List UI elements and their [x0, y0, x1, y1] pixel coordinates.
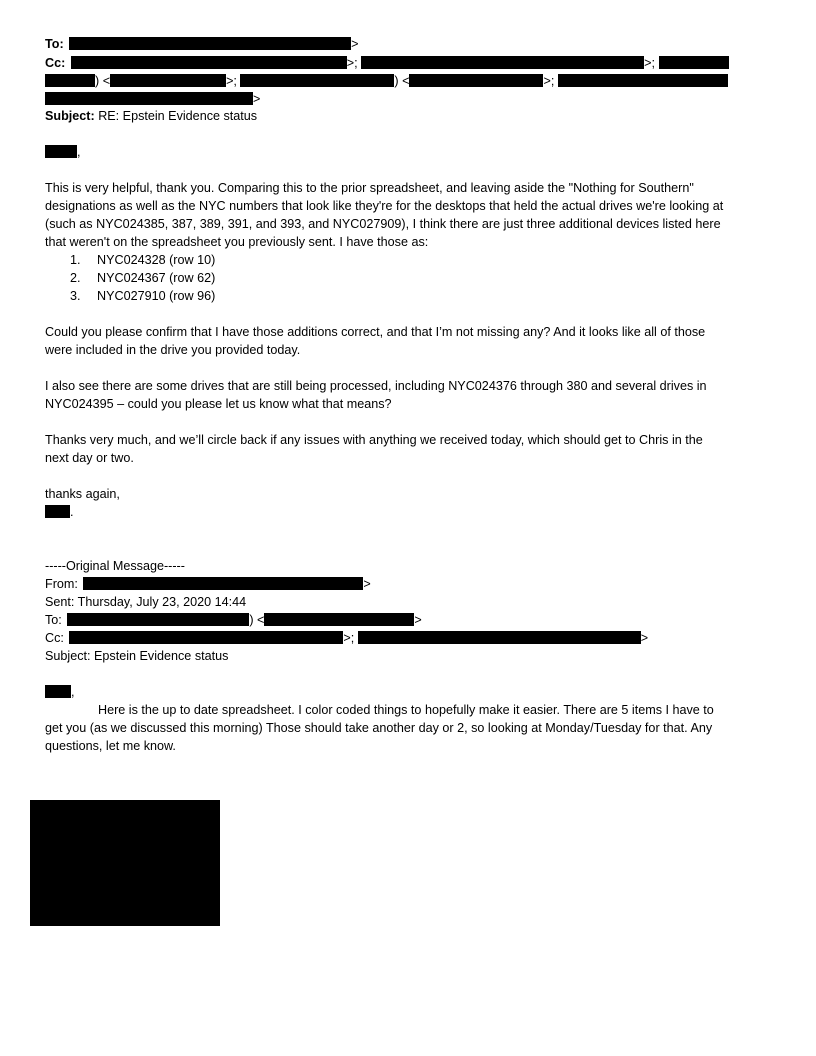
separator: >; [644, 56, 656, 70]
list-number: 2. [70, 271, 81, 285]
paragraph-3-line: NYC024395 – could you please let us know what that means? [45, 397, 392, 411]
greeting [45, 144, 81, 161]
paragraph-1-line: designations as well as the NYC numbers that look like they're for the desktops that held the actual drives we're looking at [45, 199, 724, 213]
angle-close: > [640, 631, 649, 645]
separator: ) < [394, 74, 410, 88]
redaction-block [659, 56, 729, 69]
redaction-block [69, 37, 351, 50]
from-label: From: [45, 577, 78, 591]
redaction-block [361, 56, 644, 69]
redacted-image-block [30, 800, 220, 926]
redaction-block [264, 613, 414, 626]
original-to-line [45, 612, 422, 629]
paragraph-3-line: I also see there are some drives that are still being processed, including NYC024376 through 380 and several drives in [45, 379, 707, 393]
original-sent-line: Sent: Thursday, July 23, 2020 14:44 [45, 595, 247, 609]
redaction-block [110, 74, 226, 87]
original-body-line: questions, let me know. [45, 739, 176, 753]
subject-label: Subject: [45, 109, 95, 123]
angle-close: > [351, 37, 359, 51]
original-cc-line [45, 630, 648, 647]
signoff [45, 504, 74, 521]
redaction-block [409, 74, 543, 87]
subject-line [45, 108, 257, 125]
original-greeting [45, 684, 75, 701]
redaction-block [45, 505, 70, 518]
list-text: NYC024367 (row 62) [97, 271, 216, 285]
angle-close: > [363, 577, 371, 591]
subject-value: RE: Epstein Evidence status [98, 109, 258, 123]
original-subject-line: Subject: Epstein Evidence status [45, 649, 229, 663]
cc-label: Cc: [45, 56, 66, 70]
separator: >; [543, 74, 555, 88]
separator: >; [343, 631, 355, 645]
list-number: 3. [70, 289, 81, 303]
signoff-period: . [70, 505, 74, 519]
separator: ) < [249, 613, 265, 627]
redaction-block [71, 56, 347, 69]
list-item [70, 252, 215, 269]
redaction-block [67, 613, 249, 626]
separator: >; [346, 56, 358, 70]
paragraph-4-line: next day or two. [45, 451, 134, 465]
closing: thanks again, [45, 487, 120, 501]
redaction-block [358, 631, 641, 644]
to-label: To: [45, 37, 64, 51]
to-label: To: [45, 613, 62, 627]
list-number: 1. [70, 253, 81, 267]
redaction-block [45, 145, 77, 158]
greeting-comma: , [71, 685, 75, 699]
paragraph-1-line: This is very helpful, thank you. Comparing this to the prior spreadsheet, and leaving aside the "Nothing for Southern" [45, 181, 694, 195]
separator: ) < [95, 74, 111, 88]
paragraph-1-line: that weren't on the spreadsheet you previously sent. I have those as: [45, 235, 429, 249]
angle-close: > [253, 92, 261, 106]
cc-line-1 [45, 55, 729, 72]
cc-line-3 [45, 91, 260, 108]
list-item [70, 270, 215, 287]
angle-close: > [414, 613, 422, 627]
paragraph-4-line: Thanks very much, and we’ll circle back if any issues with anything we received today, which should get to Chris in the [45, 433, 703, 447]
paragraph-2-line: were included in the drive you provided today. [45, 343, 301, 357]
redaction-block [83, 577, 363, 590]
redaction-block [45, 92, 253, 105]
original-from-line [45, 576, 371, 593]
original-body-line: get you (as we discussed this morning) Those should take another day or 2, so looking at Monday/Tuesday for that. Any [45, 721, 713, 735]
separator: >; [226, 74, 237, 88]
redaction-block [45, 685, 71, 698]
redaction-block [240, 74, 394, 87]
redaction-block [558, 74, 728, 87]
paragraph-2-line: Could you please confirm that I have those additions correct, and that I’m not missing any? And it looks like all of those [45, 325, 706, 339]
original-body-line: Here is the up to date spreadsheet. I color coded things to hopefully make it easier. There are 5 items I have to [98, 703, 714, 717]
list-item [70, 288, 215, 305]
original-message-marker: -----Original Message----- [45, 559, 185, 573]
list-text: NYC027910 (row 96) [97, 289, 216, 303]
to-line [45, 36, 359, 53]
redaction-block [69, 631, 343, 644]
greeting-comma: , [77, 145, 81, 159]
paragraph-1-line: (such as NYC024385, 387, 389, 391, and 393, and NYC027909), I think there are just three additional devices listed here [45, 217, 721, 231]
redaction-block [45, 74, 95, 87]
cc-line-2 [45, 73, 728, 90]
list-text: NYC024328 (row 10) [97, 253, 216, 267]
cc-label: Cc: [45, 631, 64, 645]
